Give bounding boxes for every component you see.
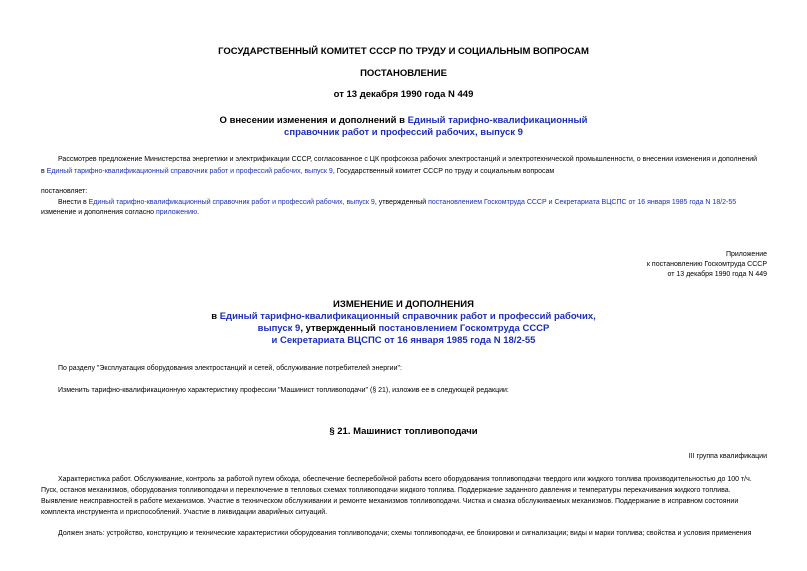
appendix-ref: к постановлению Госкомтруда СССР bbox=[646, 261, 767, 268]
preamble-line-2 bbox=[41, 167, 554, 177]
committee-name: ГОСУДАРСТВЕННЫЙ КОМИТЕТ СССР ПО ТРУДУ И СОЦИАЛЬНЫМ ВОПРОСАМ bbox=[218, 46, 589, 57]
work-characteristic-line-3: Выявление неисправностей в работе механизмов. Участие в техническом обслуживании и ремонте механизмов топливоподачи. Чистка и смазка обслуживаемых механизмов. Поддержание в исправном состоянии bbox=[41, 498, 739, 505]
decree-label: постановляет: bbox=[41, 188, 88, 195]
amendment-title-line-3 bbox=[0, 323, 807, 335]
preamble-link-etks[interactable]: Единый тарифно-квалификационный справочник работ и профессий рабочих, выпуск 9 bbox=[46, 168, 333, 175]
section-heading: § 21. Машинист топливоподачи bbox=[329, 426, 478, 437]
decree-link-appendix[interactable]: приложению bbox=[155, 209, 198, 216]
amendment-link-issue-9[interactable]: выпуск 9 bbox=[257, 323, 301, 334]
document-title-line-2 bbox=[0, 127, 807, 139]
work-characteristic-line-2: Пуск, останов механизмов, оборудования топливоподачи и переключение в тепловых схемах топливоподачи жидкого топлива. Поддержание заданного давления и температуры перекачивания жидкого топлива. bbox=[41, 487, 731, 494]
change-instruction: Изменить тарифно-квалификационную характеристику профессии "Машинист топливоподачи" (§ 21), изложив ее в следующей редакции: bbox=[58, 387, 509, 394]
decree-line-2-suffix: . bbox=[197, 209, 200, 216]
title-text: О внесении изменения и дополнений в bbox=[219, 115, 408, 126]
preamble-prefix: в bbox=[41, 168, 47, 175]
amendment-mid: , утвержденный bbox=[300, 323, 379, 334]
qualification-group: III группа квалификации bbox=[688, 453, 767, 460]
amendment-title-line-2 bbox=[0, 311, 807, 323]
preamble-line-1: Рассмотрев предложение Министерства энергетики и электрификации СССР, согласованное с ЦК профсоюза рабочих электростанций и электротехнической промышленности, о внесении изменения и дополнений bbox=[58, 156, 758, 163]
document-date: от 13 декабря 1990 года N 449 bbox=[333, 89, 474, 100]
title-link-etks[interactable]: Единый тарифно-квалификационный bbox=[407, 115, 588, 126]
work-characteristic-line-4: комплекта инструмента и приспособлений. Участие в ликвидации аварийных ситуаций. bbox=[41, 509, 328, 516]
amendment-title-line-4 bbox=[0, 335, 807, 347]
amendment-title-line-1: ИЗМЕНЕНИЕ И ДОПОЛНЕНИЯ bbox=[333, 299, 474, 310]
preamble-suffix: , Государственный комитет СССР по труду и социальным вопросам bbox=[332, 168, 555, 175]
amendment-link-vcsps[interactable]: и Секретариата ВЦСПС от 16 января 1985 года N 18/2-55 bbox=[271, 335, 536, 346]
appendix-label: Приложение bbox=[725, 251, 767, 258]
must-know-line: Должен знать: устройство, конструкцию и технические характеристики оборудования топливоподачи; схемы топливоподачи, ее блокировки и сигнализации; виды и марки топлива; свойства и условия применения bbox=[58, 530, 752, 537]
title-link-issue-9[interactable]: справочник работ и профессий рабочих, выпуск 9 bbox=[284, 127, 523, 138]
decree-mid: , утвержденный bbox=[374, 199, 429, 206]
section-reference: По разделу "Эксплуатация оборудования электростанций и сетей, обслуживание потребителей энергии": bbox=[58, 365, 402, 372]
decree-line-2-prefix: изменение и дополнения согласно bbox=[41, 209, 156, 216]
decree-link-etks[interactable]: Единый тарифно-квалификационный справочник работ и профессий рабочих, выпуск 9 bbox=[88, 199, 375, 206]
work-characteristic-line-1: Характеристика работ. Обслуживание, контроль за работой путем обхода, обеспечение бесперебойной работы всего оборудования топливоподачи твердого или жидкого топлива производительностью до 100 т/ч. bbox=[58, 476, 752, 483]
amendment-link-resolution[interactable]: постановлением Госкомтруда СССР bbox=[378, 323, 550, 334]
document-title-line-1 bbox=[0, 115, 807, 127]
document-type: ПОСТАНОВЛЕНИЕ bbox=[360, 68, 447, 79]
amendment-link-etks[interactable]: Единый тарифно-квалификационный справочник работ и профессий рабочих, bbox=[219, 311, 596, 322]
decree-line-2 bbox=[41, 208, 199, 218]
appendix-date: от 13 декабря 1990 года N 449 bbox=[667, 271, 767, 278]
decree-link-resolution[interactable]: постановлением Госкомтруда СССР и Секретариата ВЦСПС от 16 января 1985 года N 18/2-55 bbox=[428, 199, 737, 206]
decree-prefix: Внести в bbox=[58, 199, 89, 206]
amendment-prefix: в bbox=[211, 311, 220, 322]
decree-line-1 bbox=[58, 198, 736, 208]
